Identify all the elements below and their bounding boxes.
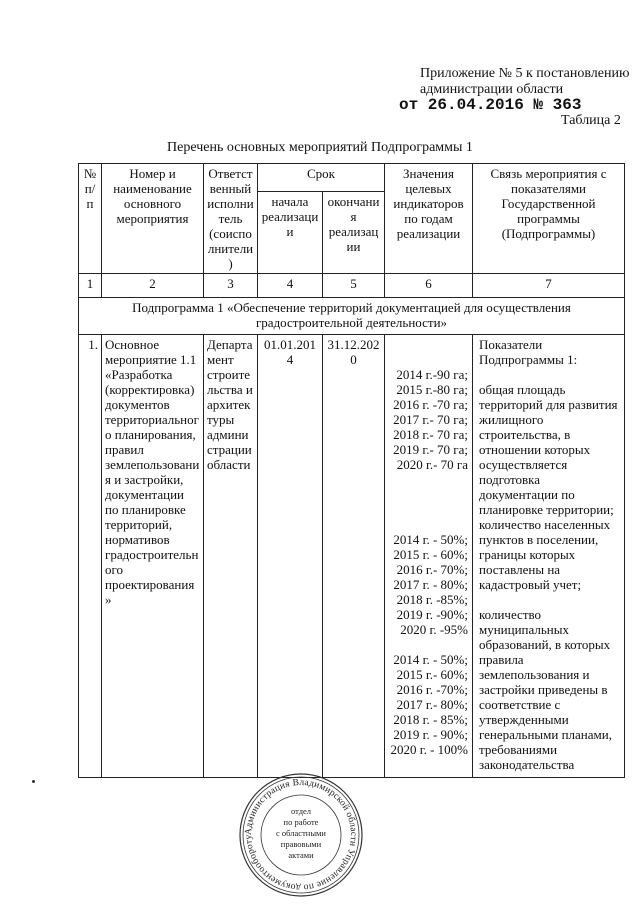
indicator-value: 2020 г. - 100% xyxy=(390,742,468,757)
round-seal-stamp xyxy=(238,772,364,898)
subprogram-title: Подпрограмма 1 «Обеспечение территорий документацией для осуществления градостроительной деятельности» xyxy=(79,298,625,335)
header-indicators: Значения целевых индикаторов по годам реализации xyxy=(385,164,473,274)
column-number: 1 xyxy=(79,274,102,298)
indicator-value: 2015 г. - 60%; xyxy=(393,547,468,562)
administration-line: администрации области xyxy=(420,82,564,97)
column-number: 6 xyxy=(385,274,473,298)
header-term: Срок xyxy=(258,164,385,192)
link-indicator-3: количество муниципальных образований, в которых правила землепользования и застройки приведены в соответствие с утвержденными генеральными планами, требованиями законодательства xyxy=(479,607,612,772)
row-num: 1. xyxy=(79,335,102,778)
link-title: Показатели Подпрограммы 1: xyxy=(479,337,578,367)
indicator-value: 2017 г. - 80%; xyxy=(393,577,468,592)
link-indicator-1: общая площадь территорий для развития жилищного строительства, в отношении которых осуществляется подготовка документации по планировке территории; xyxy=(479,382,618,517)
indicator-value: 2018 г. - 85%; xyxy=(393,712,468,727)
row-name: Основное мероприятие 1.1 «Разработка (корректировка) документов территориального планирования, правил землепользования и застройки, документации по планировке территорий, нормативов градостроительного проектирования» xyxy=(102,335,204,778)
column-number: 4 xyxy=(258,274,323,298)
appendix-line: Приложение № 5 к постановлению xyxy=(420,66,630,81)
stamp-center-line: правовыми xyxy=(280,839,322,849)
indicator-value: 2014 г. - 50%; xyxy=(393,532,468,547)
table-header-row xyxy=(79,164,625,192)
scan-dot xyxy=(32,780,35,783)
indicator-value: 2017 г.- 70 га; xyxy=(393,412,468,427)
header-responsible: Ответственный исполнитель (соисполнители) xyxy=(204,164,258,274)
subprogram-row xyxy=(79,298,625,335)
row-link xyxy=(473,335,625,778)
header-num: № п/п xyxy=(79,164,102,274)
indicator-value: 2019 г. - 90%; xyxy=(393,727,468,742)
stamp-ring-text: Администрация Владимирской области Управление по документообороту xyxy=(243,777,359,893)
indicator-value: 2015 г.-80 га; xyxy=(396,382,468,397)
row-end: 31.12.2020 xyxy=(323,335,385,778)
indicator-value: 2016 г. -70 га; xyxy=(393,397,468,412)
indicator-value: 2015 г.- 60%; xyxy=(396,667,468,682)
indicator-value: 2018 г.- 70 га; xyxy=(393,427,468,442)
indicator-value: 2019 г. -90%; xyxy=(396,607,468,622)
row-start: 01.01.2014 xyxy=(258,335,323,778)
header-start: начала реализации xyxy=(258,192,323,274)
stamp-center-line: отдел xyxy=(290,806,312,816)
link-indicator-2: количество населенных пунктов в поселении, границы которых поставлены на кадастровый учет; xyxy=(479,517,611,592)
document-title: Перечень основных мероприятий Подпрограммы 1 xyxy=(167,140,473,155)
indicator-value: 2014 г.-90 га; xyxy=(396,367,468,382)
indicator-value: 2018 г. -85%; xyxy=(396,592,468,607)
indicator-value: 2020 г. -95% xyxy=(400,622,468,637)
stamp-center-line: актами xyxy=(288,850,314,860)
column-number: 2 xyxy=(102,274,204,298)
indicator-value: 2019 г.- 70 га; xyxy=(393,442,468,457)
decree-date-number: от 26.04.2016 № 363 xyxy=(399,96,582,114)
column-number: 7 xyxy=(473,274,625,298)
column-number: 3 xyxy=(204,274,258,298)
indicator-value: 2014 г. - 50%; xyxy=(393,652,468,667)
column-number: 5 xyxy=(323,274,385,298)
stamp-center-line: с областными xyxy=(276,828,326,838)
row-indicators xyxy=(385,335,473,778)
table-label: Таблица 2 xyxy=(561,113,621,128)
stamp-center-line: по работе xyxy=(283,817,319,827)
header-link: Связь мероприятия с показателями Государственной программы (Подпрограммы) xyxy=(473,164,625,274)
measures-table xyxy=(78,163,625,778)
row-responsible: Департамент строительства и архитектуры администрации области xyxy=(204,335,258,778)
indicator-value: 2016 г.- 70%; xyxy=(396,562,468,577)
indicator-value: 2020 г.- 70 га xyxy=(396,457,468,472)
measure-row xyxy=(79,335,625,778)
indicator-value: 2016 г. -70%; xyxy=(396,682,468,697)
header-end: окончания реализации xyxy=(323,192,385,274)
column-numbers-row xyxy=(79,274,625,298)
header-name: Номер и наименование основного мероприятия xyxy=(102,164,204,274)
indicator-value: 2017 г.- 80%; xyxy=(396,697,468,712)
